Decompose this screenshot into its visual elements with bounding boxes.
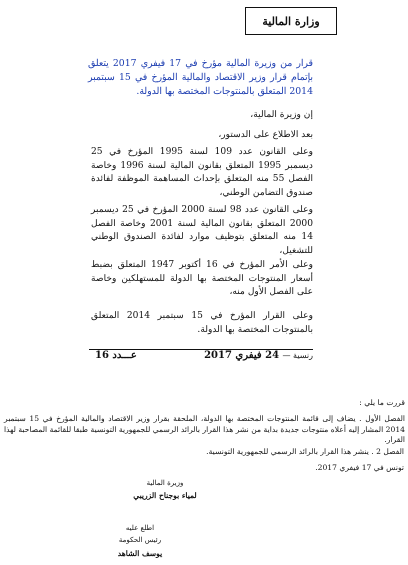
decision-2014-paragraph <box>91 310 313 337</box>
constitution-paragraph <box>91 129 313 143</box>
order-1947-paragraph <box>91 259 313 300</box>
place-date: تونس في 17 فيفري 2017. <box>315 463 404 472</box>
intro-line <box>91 109 313 123</box>
ministry-header: وزارة المالية <box>262 14 320 28</box>
order-1947-text: وعلى الأمر المؤرخ في 16 أكتوبر 1947 المتعلق بضبط أسعار المنتوجات المختصة بها الدولة للمستهلكين وخاصة على الفصل الأول منه، <box>91 260 313 298</box>
article-2: الفصل 2 . ينشر هذا القرار بالرائد الرسمي للجمهورية التونسية. <box>206 447 404 456</box>
page-footer <box>89 350 313 366</box>
gazette-prefix: رنسية — <box>282 351 313 360</box>
minister-title: وزيرة المالية <box>146 479 184 487</box>
pm-title: رئيس الحكومة <box>118 536 162 544</box>
article-1: الفصل الأول . يضاف إلى قائمة المنتوجات المختصة بها الدولة، الملحقة بقرار وزير الاقتصاد والمالية المؤرخ في 15 سبتمبر 2014 المشار إليه أعلاه منتوجات جديدة بداية من نشر هذا القرار بالرائد الرسمي للجمهورية التونسية طبقا للقائمة المصاحبة لهذا القرار. <box>4 414 406 444</box>
pm-name: يوسف الشاهد <box>117 549 163 558</box>
constitution-text: بعد الاطلاع على الدستور، <box>218 130 313 140</box>
decision-2014-text: وعلى القرار المؤرخ في 15 سبتمبر 2014 المتعلق بالمنتوجات المختصة بها الدولة. <box>91 311 313 335</box>
intro-text: إن وزيرة المالية، <box>250 110 313 120</box>
minister-name: لمياء بوجناح الزريبي <box>133 491 197 500</box>
law-2000-paragraph <box>91 204 313 258</box>
decree-title: قرار من وزيرة المالية مؤرخ في 17 فيفري 2017 يتعلق بإتمام قرار وزير الاقتصاد والمالية المؤرخ في 15 سبتمبر 2014 المتعلق بالمنتوجات المختصة بها الدولة. <box>88 58 313 97</box>
decided-line: قررت ما يلي : <box>359 398 405 407</box>
gazette-date-line <box>204 350 313 361</box>
issue-number: عـــدد 16 <box>95 350 137 361</box>
ministry-header-box <box>245 7 337 35</box>
seen-label: اطلع عليه <box>125 524 155 532</box>
gazette-date: 24 فيفري 2017 <box>204 350 280 361</box>
law-1995-text: وعلى القانون عدد 109 لسنة 1995 المؤرخ في 25 ديسمبر 1995 المتعلق بقانون المالية لسنة 1996 وخاصة الفصل 55 منه المتعلق بإحداث المساهمة الموظفة لفائدة صندوق التضامن الوطني، <box>91 147 313 198</box>
law-1995-paragraph <box>91 146 313 200</box>
law-2000-text: وعلى القانون عدد 98 لسنة 2000 المؤرخ في 25 ديسمبر 2000 المتعلق بقانون المالية لسنة 2001 وخاصة الفصل 14 منه المتعلق بتوظيف موارد لفائدة الصندوق الوطني للتشغيل، <box>91 205 313 256</box>
